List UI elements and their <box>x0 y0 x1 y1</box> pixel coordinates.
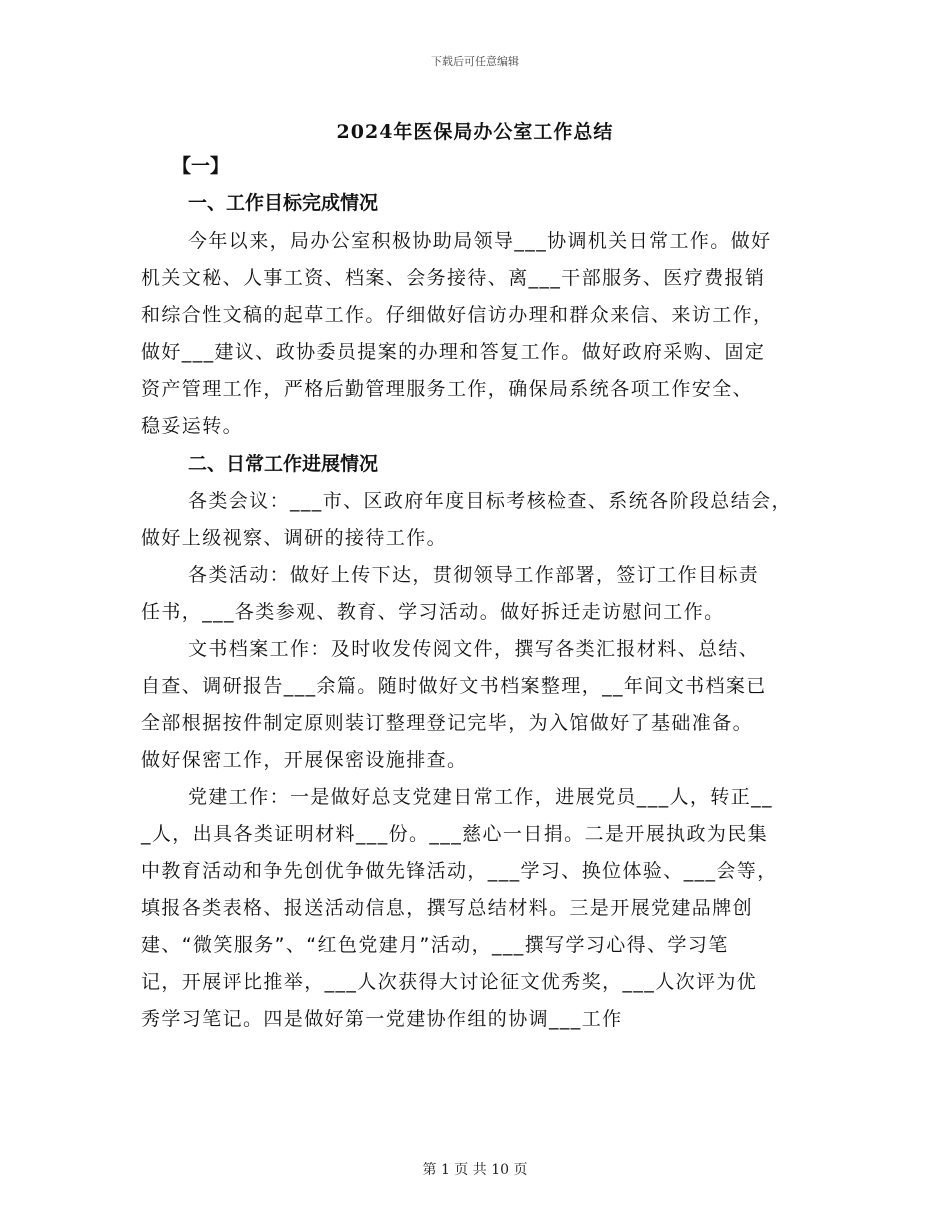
paragraph-line: 各类活动：做好上传下达，贯彻领导工作部署，签订工作目标责 <box>188 564 760 586</box>
document-title: 2024年医保局办公室工作总结 <box>336 121 614 143</box>
paragraph-line: 秀学习笔记。四是做好第一党建协作组的协调___工作 <box>141 1008 623 1030</box>
paragraph-line: 文书档案工作：及时收发传阅文件，撰写各类汇报材料、总结、 <box>188 638 760 660</box>
paragraph-line: 和综合性文稿的起草工作。仔细做好信访办理和群众来信、来访工作， <box>141 304 774 326</box>
paragraph-line: _人，出具各类证明材料___份。___慈心一日捐。二是开展执政为民集 <box>141 823 769 845</box>
paragraph-line: 记，开展评比推举，___人次获得大讨论征文优秀奖，___人次评为优 <box>141 971 758 993</box>
paragraph-line: 做好保密工作，开展保密设施排查。 <box>141 749 468 771</box>
paragraph-line: 今年以来，局办公室积极协助局领导___协调机关日常工作。做好 <box>188 230 772 252</box>
paragraph-line: 各类会议：___市、区政府年度目标考核检查、系统各阶段总结会， <box>188 490 792 512</box>
paragraph-line: 稳妥运转。 <box>141 415 244 437</box>
paragraph-line: 建、“微笑服务”、“红色党建月”活动，___撰写学习心得、学习笔 <box>141 934 729 956</box>
section-heading: 一、工作目标完成情况 <box>188 192 379 214</box>
paragraph-line: 机关文秘、人事工资、档案、会务接待、离___干部服务、医疗费报销 <box>141 267 766 289</box>
paragraph-line: 中教育活动和争先创优争做先锋活动，___学习、换位体验、___会等， <box>141 860 778 882</box>
paragraph-line: 全部根据按件制定原则装订整理登记完毕，为入馆做好了基础准备。 <box>141 712 754 734</box>
section-heading: 二、日常工作进展情况 <box>188 453 379 475</box>
paragraph-line: 做好上级视察、调研的接待工作。 <box>141 527 448 549</box>
paragraph-line: 资产管理工作，严格后勤管理服务工作，确保局系统各项工作安全、 <box>141 378 754 400</box>
header-note: 下载后可任意编辑 <box>431 55 519 68</box>
paragraph-line: 填报各类表格、报送活动信息，撰写总结材料。三是开展党建品牌创 <box>141 897 754 919</box>
paragraph-line: 任书，___各类参观、教育、学习活动。做好拆迁走访慰问工作。 <box>141 601 725 623</box>
paragraph-line: 做好___建议、政协委员提案的办理和答复工作。做好政府采购、固定 <box>141 341 766 363</box>
part-label: 【一】 <box>172 155 230 177</box>
paragraph-line: 党建工作：一是做好总支党建日常工作，进展党员___人，转正__ <box>188 786 773 808</box>
paragraph-line: 自查、调研报告___余篇。随时做好文书档案整理，__年间文书档案已 <box>141 675 767 697</box>
page-footer: 第 1 页 共 10 页 <box>422 1162 528 1178</box>
